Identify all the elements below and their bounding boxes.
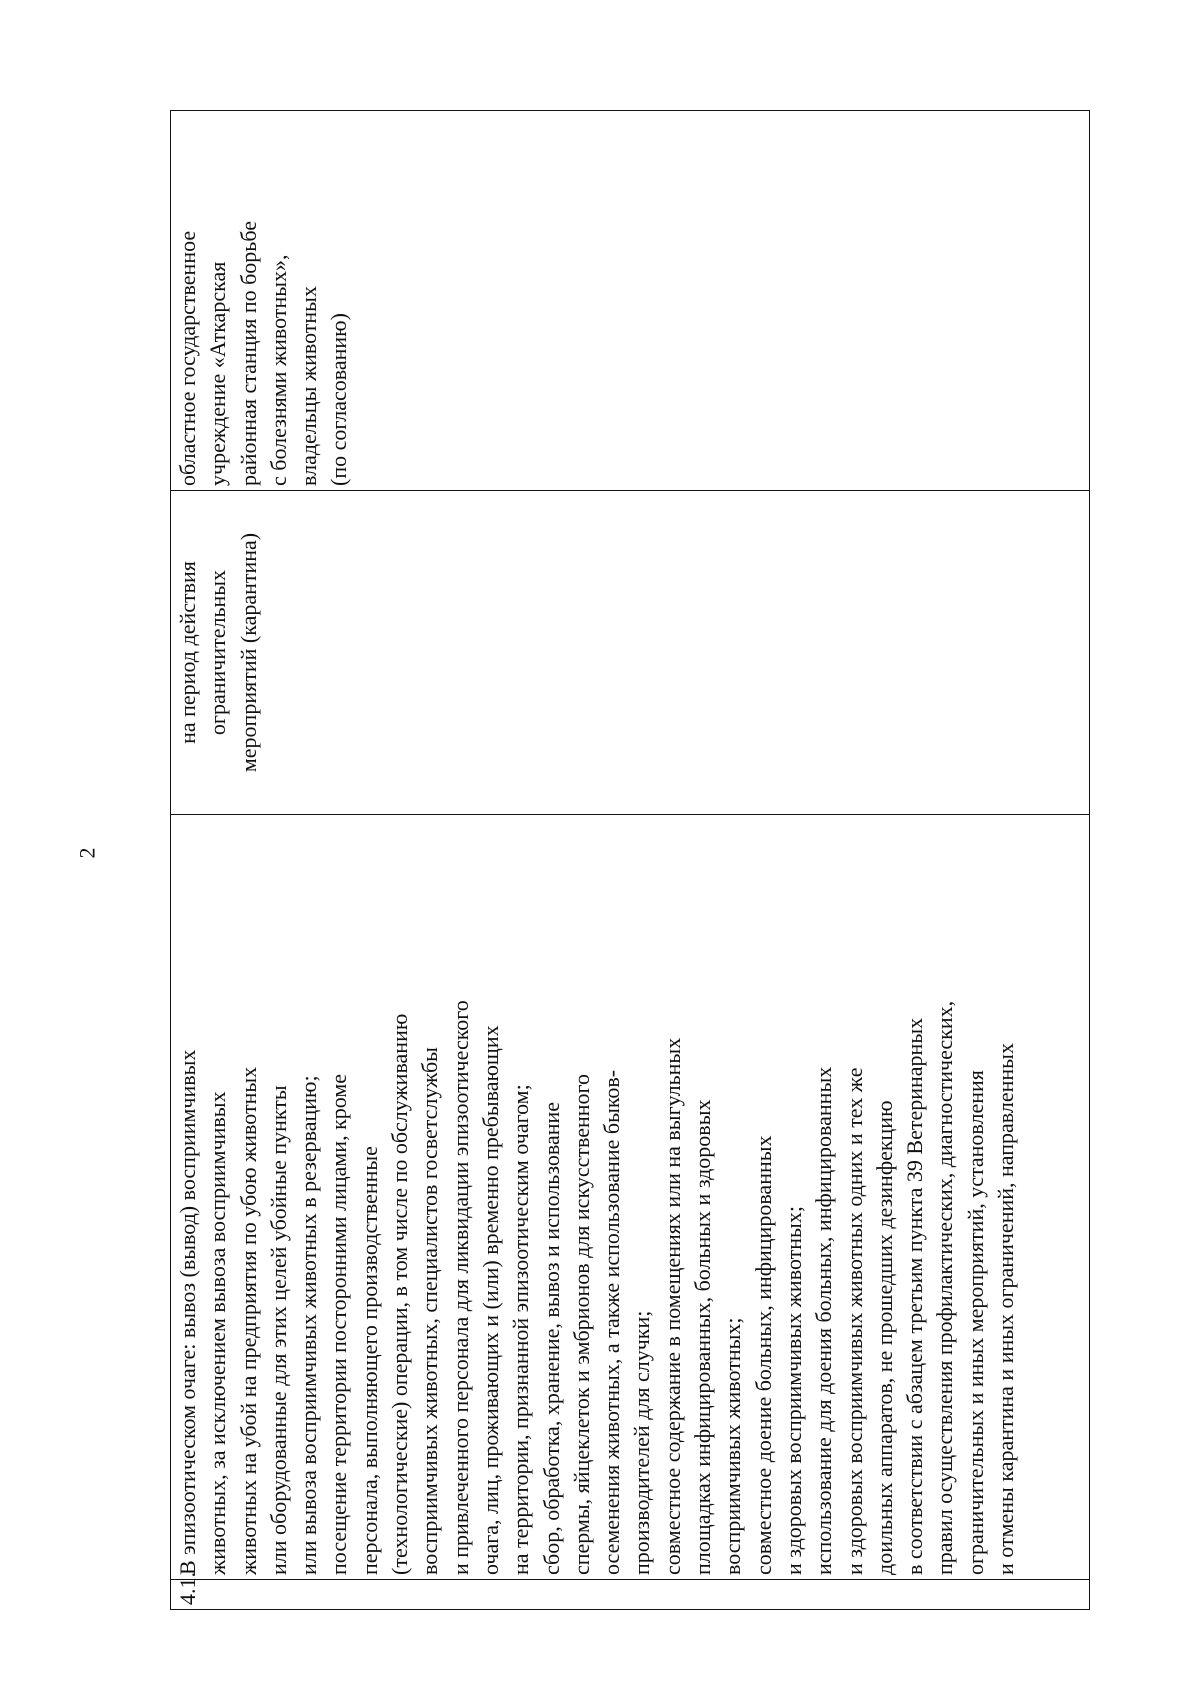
page-number: 2 <box>74 847 100 859</box>
text-line: с болезнями животных», <box>265 254 291 486</box>
row-number-cell <box>171 1572 1089 1609</box>
text-line: ограничительных и иных мероприятий, установления <box>962 1070 988 1575</box>
text-line: доильных аппаратов, не прошедших дезинфекцию <box>871 1100 897 1575</box>
text-line: персонала, выполняющего производственные <box>356 1146 382 1575</box>
text-line: областное государственное <box>175 230 200 486</box>
text-line: или оборудованные для этих целей убойные пункты <box>265 1085 291 1575</box>
text-line: и привлеченного персонала для ликвидации эпизоотического <box>447 1000 473 1575</box>
text-line: животных, за исключением вывоза восприимчивых <box>205 1091 231 1575</box>
text-line: на период действия <box>175 561 200 744</box>
text-line: (по согласованию) <box>326 313 352 486</box>
text-line: и здоровых восприимчивых животных одних и тех же <box>841 1067 867 1575</box>
text-line: животных на убой на предприятия по убою животных <box>235 1066 261 1575</box>
text-line: использование для доения больных, инфицированных <box>811 1066 837 1575</box>
text-line: спермы, яйцеклеток и эмбрионов для искусственного <box>568 1073 594 1575</box>
text-line: В эпизоотическом очаге: вывоз (вывод) восприимчивых <box>175 1049 200 1575</box>
text-line: в соответствии с абзацем третьим пункта 39 Ветеринарных <box>902 1017 928 1575</box>
text-line: учреждение «Аткарская <box>205 261 231 486</box>
text-line: совместное содержание в помещениях или на выгульных <box>659 1037 685 1575</box>
text-line: совместное доение больных, инфицированных <box>750 1135 776 1575</box>
measure-cell <box>171 814 1089 1579</box>
text-line: мероприятий (карантина) <box>235 532 261 773</box>
measures-table <box>170 110 1090 1610</box>
text-line: районная станция по борьбе <box>235 221 261 486</box>
text-line: восприимчивых животных; <box>720 1317 746 1575</box>
text-line: правил осуществления профилактических, диагностических, <box>932 1000 958 1575</box>
text-line: производителей для случки; <box>629 1310 655 1575</box>
responsible-cell <box>171 109 1089 490</box>
text-line: ограничительных <box>205 569 231 736</box>
text-line: очага, лиц, проживающих и (или) временно пребывающих <box>477 1025 503 1575</box>
text-line: восприимчивых животных, специалистов госветслужбы <box>417 1047 443 1575</box>
text-line: и здоровых восприимчивых животных; <box>780 1206 806 1575</box>
text-line: сбор, обработка, хранение, вывоз и использование <box>538 1101 564 1575</box>
text-line: осеменения животных, а также использование быков- <box>599 1069 625 1575</box>
text-line: площадках инфицированных, больных и здоровых <box>690 1099 716 1575</box>
responsible-text <box>171 109 355 490</box>
rotated-page-content <box>170 110 1090 1610</box>
row-number: 4.1. <box>175 1572 200 1605</box>
term-cell <box>171 490 1089 814</box>
text-line: владельцы животных <box>296 286 322 486</box>
text-line: на территории, признанной эпизоотическим очагом; <box>508 1084 534 1575</box>
term-text <box>171 491 264 814</box>
text-line: посещение территории посторонними лицами, кроме <box>326 1073 352 1575</box>
text-line: (технологические) операции, в том числе по обслуживанию <box>387 1013 413 1575</box>
text-line: или вывоза восприимчивых животных в резервацию; <box>296 1075 322 1575</box>
text-line: и отмены карантина и иных ограничений, направленных <box>993 1043 1019 1575</box>
measure-text <box>171 815 1021 1579</box>
